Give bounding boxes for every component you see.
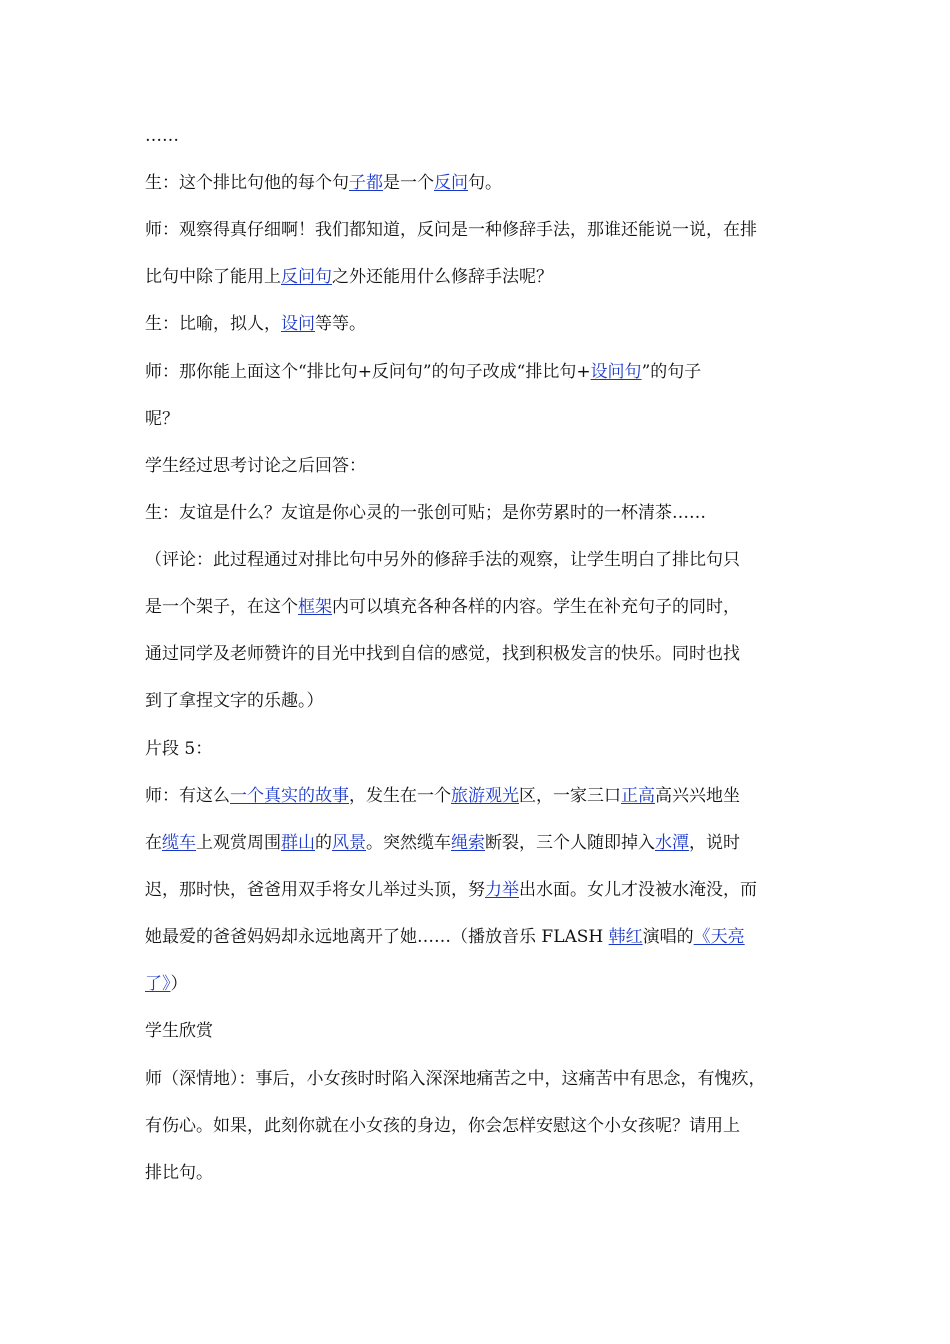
text-line: [145, 925, 745, 949]
text-line: [145, 1161, 213, 1185]
hyperlink[interactable]: 反问句: [281, 267, 332, 287]
hyperlink[interactable]: 力举: [485, 880, 519, 900]
text-run: 上观赏周围: [196, 833, 281, 853]
hyperlink[interactable]: 子都: [349, 173, 383, 193]
text-line: [145, 548, 740, 572]
text-run: 师：那你能上面这个“排比句+反问句”的句子改成“排比句+: [145, 362, 591, 382]
text-run: 句。: [468, 173, 502, 193]
text-run: 出水面。女儿才没被水淹没，而: [519, 880, 757, 900]
text-run: 生：比喻，拟人，: [145, 314, 281, 334]
text-run: 是一个: [383, 173, 434, 193]
text-run: 生：这个排比句他的每个句: [145, 173, 349, 193]
hyperlink[interactable]: 《天亮: [693, 927, 745, 947]
text-run: 生：友谊是什么？友谊是你心灵的一张创可贴；是你劳累时的一杯清茶……: [145, 503, 706, 523]
text-run: ，发生在一个: [349, 786, 451, 806]
text-run: 区，一家三口: [519, 786, 621, 806]
text-line: [145, 407, 179, 431]
text-run: ）: [170, 974, 188, 994]
hyperlink[interactable]: 绳索: [451, 833, 485, 853]
text-line: [145, 1067, 766, 1091]
text-line: [145, 171, 502, 195]
text-run: 学生经过思考讨论之后回答：: [145, 456, 366, 476]
text-line: [145, 831, 740, 855]
text-run: 有伤心。如果，此刻你就在小女孩的身边，你会怎样安慰这个小女孩呢？请用上: [145, 1116, 740, 1136]
text-line: [145, 360, 701, 384]
hyperlink[interactable]: 了》: [145, 974, 171, 994]
hyperlink[interactable]: 一个真实的故事: [230, 786, 349, 806]
hyperlink[interactable]: 正高: [621, 786, 655, 806]
text-run: 师（深情地）：事后，小女孩时时陷入深深地痛苦之中，这痛苦中有思念，有愧疚，: [145, 1069, 766, 1089]
hyperlink[interactable]: 缆车: [162, 833, 196, 853]
hyperlink[interactable]: 反问: [434, 173, 468, 193]
text-run: 的: [315, 833, 332, 853]
text-line: [145, 124, 179, 148]
text-run: ”的句子: [641, 362, 702, 382]
hyperlink[interactable]: 设问句: [590, 362, 642, 382]
text-line: [145, 501, 706, 525]
text-line: [145, 972, 188, 996]
text-line: [145, 737, 212, 761]
text-run: 通过同学及老师赞许的目光中找到自信的感觉，找到积极发言的快乐。同时也找: [145, 644, 740, 664]
text-run: 是一个架子，在这个: [145, 597, 298, 617]
text-line: [145, 1019, 213, 1043]
text-line: [145, 642, 740, 666]
text-run: 高兴兴地坐: [655, 786, 740, 806]
text-run: 在: [145, 833, 162, 853]
text-run: 迟，那时快，爸爸用双手将女儿举过头顶，努: [145, 880, 485, 900]
text-run: 内可以填充各种各样的内容。学生在补充句子的同时，: [332, 597, 740, 617]
hyperlink[interactable]: 风景: [332, 833, 366, 853]
text-line: [145, 689, 324, 713]
text-run: 之外还能用什么修辞手法呢？: [332, 267, 553, 287]
text-line: [145, 454, 366, 478]
hyperlink[interactable]: 设问: [281, 314, 315, 334]
text-run: ，说时: [689, 833, 740, 853]
text-run: 排比句。: [145, 1163, 213, 1183]
text-run: 。突然缆车: [366, 833, 451, 853]
text-line: [145, 784, 740, 808]
hyperlink[interactable]: 旅游观光: [451, 786, 519, 806]
text-run: 等等。: [315, 314, 366, 334]
text-line: [145, 595, 740, 619]
text-run: 师：有这么: [145, 786, 230, 806]
hyperlink[interactable]: 群山: [281, 833, 315, 853]
text-line: [145, 1114, 740, 1138]
text-run: 呢？: [145, 409, 179, 429]
text-run: 片段 5：: [145, 739, 213, 759]
text-line: [145, 218, 757, 242]
hyperlink[interactable]: 韩红: [608, 927, 643, 947]
hyperlink[interactable]: 框架: [298, 597, 332, 617]
text-run: 断裂，三个人随即掉入: [485, 833, 655, 853]
text-run: 演唱的: [642, 927, 694, 947]
text-line: [145, 265, 553, 289]
text-line: [145, 878, 757, 902]
text-line: [145, 312, 366, 336]
hyperlink[interactable]: 水潭: [655, 833, 689, 853]
text-run: （评论：此过程通过对排比句中另外的修辞手法的观察，让学生明白了排比句只: [145, 550, 740, 570]
text-run: 学生欣赏: [145, 1021, 213, 1041]
text-run: 她最爱的爸爸妈妈却永远地离开了她……（播放音乐 FLASH: [145, 927, 609, 947]
text-run: 师：观察得真仔细啊！我们都知道，反问是一种修辞手法，那谁还能说一说，在排: [145, 220, 757, 240]
text-run: ……: [145, 126, 179, 146]
text-run: 比句中除了能用上: [145, 267, 281, 287]
text-run: 到了拿捏文字的乐趣。）: [145, 691, 324, 711]
